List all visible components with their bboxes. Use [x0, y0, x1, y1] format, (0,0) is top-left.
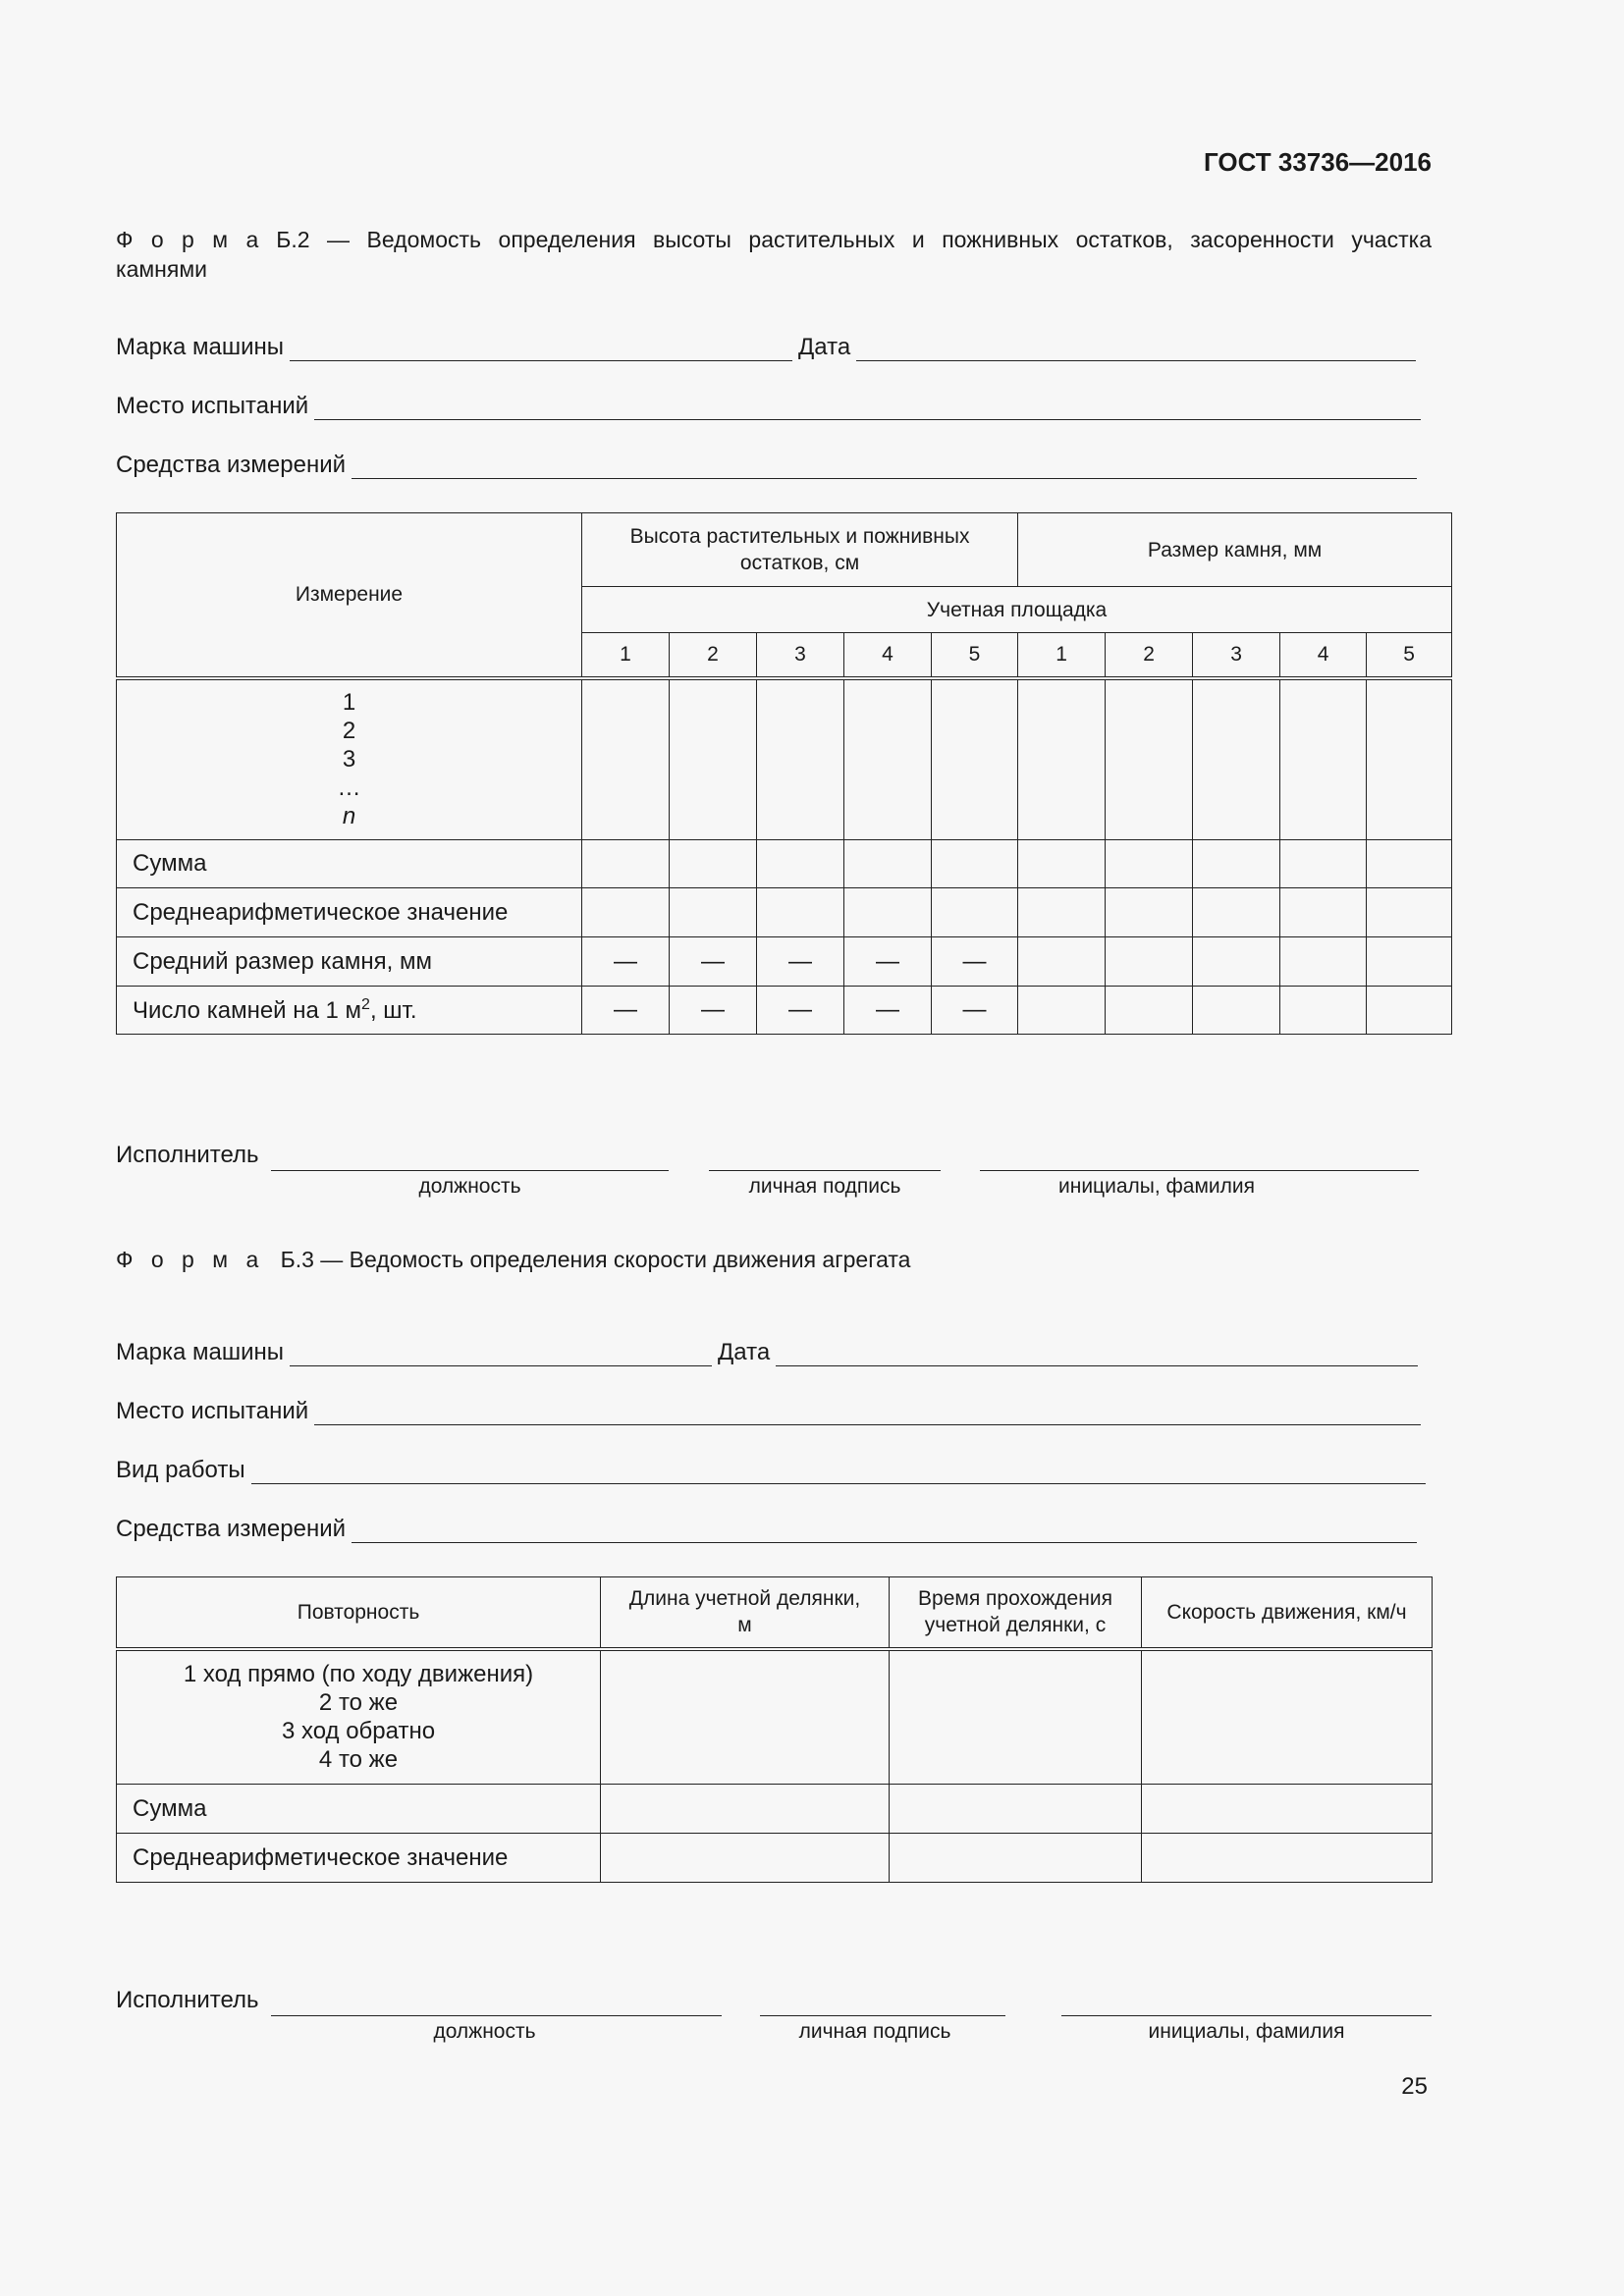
- place-input-line[interactable]: [314, 390, 1421, 420]
- col-height-header: Высота растительных и пожнивных остатков, см: [582, 513, 1018, 587]
- table-row: [117, 987, 1452, 1035]
- date-input-line[interactable]: [856, 331, 1416, 361]
- field-instruments: Средства измерений: [116, 446, 1417, 479]
- form-b3-table: [116, 1576, 1433, 1883]
- row-mean-label: Среднеарифметическое значение: [117, 888, 582, 937]
- page-number: 25: [1401, 2073, 1428, 2100]
- signature-line[interactable]: [709, 1170, 941, 1171]
- plot-num: 5: [932, 633, 1018, 678]
- dash-cell: —: [582, 937, 670, 987]
- col-len-header: Длина учетной делянки, м: [601, 1577, 890, 1649]
- instruments-input-line[interactable]: [352, 1513, 1417, 1543]
- field-place: Место испытаний: [116, 1392, 1421, 1425]
- row-count-label: Число камней на 1 $м^2$, шт.: [117, 987, 582, 1035]
- date-input-line[interactable]: [776, 1336, 1418, 1366]
- field-work: Вид работы: [116, 1451, 1426, 1484]
- col-rep-header: Повторность: [117, 1577, 601, 1649]
- row-mean-label: Среднеарифметическое значение: [117, 1834, 601, 1883]
- table-row: [117, 678, 1452, 840]
- position-caption: должность: [418, 1175, 521, 1198]
- plot-num: 2: [670, 633, 757, 678]
- form-b3-title: [116, 1245, 910, 1274]
- table-row: [117, 1834, 1433, 1883]
- table-row: [117, 1649, 1433, 1785]
- field-machine: Марка машины Дата: [116, 328, 1416, 361]
- dash-cell: —: [757, 937, 844, 987]
- col-time-header: Время прохождения учетной делянки, с: [890, 1577, 1142, 1649]
- place-input-line[interactable]: [314, 1395, 1421, 1425]
- table-row: [117, 888, 1452, 937]
- position-caption: должность: [433, 2020, 536, 2043]
- form-b2-title-line2: камнями: [116, 256, 207, 282]
- plot-num: 1: [582, 633, 670, 678]
- dash-cell: —: [932, 937, 1018, 987]
- table-row: [117, 1785, 1433, 1834]
- executor-label: Исполнитель: [116, 1142, 259, 1168]
- measurement-list: 1 2 3 … n: [117, 678, 582, 840]
- form-b3-title-text: Б.3 — Ведомость определения скорости движения агрегата: [280, 1247, 911, 1272]
- plot-num: 3: [1193, 633, 1280, 678]
- plot-num: 2: [1106, 633, 1193, 678]
- col-stone-header: Размер камня, мм: [1018, 513, 1452, 587]
- name-line[interactable]: [1061, 2015, 1432, 2016]
- name-caption: инициалы, фамилия: [1148, 2020, 1345, 2043]
- row-sum-label: Сумма: [117, 840, 582, 888]
- name-line[interactable]: [980, 1170, 1419, 1171]
- form-b3-prefix: Ф о р м а: [116, 1247, 265, 1272]
- work-input-line[interactable]: [251, 1454, 1426, 1484]
- row-avg-stone-label: Средний размер камня, мм: [117, 937, 582, 987]
- instruments-input-line[interactable]: [352, 449, 1417, 479]
- signature-caption: личная подпись: [798, 2020, 951, 2043]
- table-row: [117, 937, 1452, 987]
- field-machine: Марка машины Дата: [116, 1333, 1418, 1366]
- field-instruments: Средства измерений: [116, 1510, 1417, 1543]
- row-sum-label: Сумма: [117, 1785, 601, 1834]
- plot-num: 4: [1280, 633, 1367, 678]
- repetition-list: 1 ход прямо (по ходу движения) 2 то же 3 ход обратно 4 то же: [117, 1649, 601, 1785]
- position-line[interactable]: [271, 2015, 722, 2016]
- position-line[interactable]: [271, 1170, 669, 1171]
- subheader-plot: Учетная площадка: [582, 587, 1452, 633]
- standard-number: ГОСТ 33736—2016: [1204, 147, 1432, 177]
- table-row: [117, 840, 1452, 888]
- dash-cell: —: [757, 987, 844, 1035]
- name-caption: инициалы, фамилия: [1058, 1175, 1255, 1198]
- form-b2-title-line1: Б.2 — Ведомость определения высоты растительных и пожнивных остатков, засоренности участка: [276, 227, 1432, 252]
- dash-cell: —: [582, 987, 670, 1035]
- dash-cell: —: [670, 937, 757, 987]
- form-b2-table: [116, 512, 1452, 1035]
- plot-num: 1: [1018, 633, 1106, 678]
- machine-input-line[interactable]: [290, 331, 792, 361]
- signature-line[interactable]: [760, 2015, 1005, 2016]
- dash-cell: —: [844, 937, 932, 987]
- plot-num: 4: [844, 633, 932, 678]
- executor-label: Исполнитель: [116, 1987, 259, 2013]
- dash-cell: —: [844, 987, 932, 1035]
- form-b2-prefix: Ф о р м а: [116, 227, 265, 252]
- col-speed-header: Скорость движения, км/ч: [1142, 1577, 1433, 1649]
- plot-num: 5: [1367, 633, 1452, 678]
- col-measure-header: Измерение: [117, 513, 582, 678]
- signature-caption: личная подпись: [748, 1175, 901, 1198]
- machine-input-line[interactable]: [290, 1336, 712, 1366]
- form-b2-title: [116, 225, 1432, 284]
- field-place: Место испытаний: [116, 387, 1421, 420]
- plot-num: 3: [757, 633, 844, 678]
- dash-cell: —: [932, 987, 1018, 1035]
- dash-cell: —: [670, 987, 757, 1035]
